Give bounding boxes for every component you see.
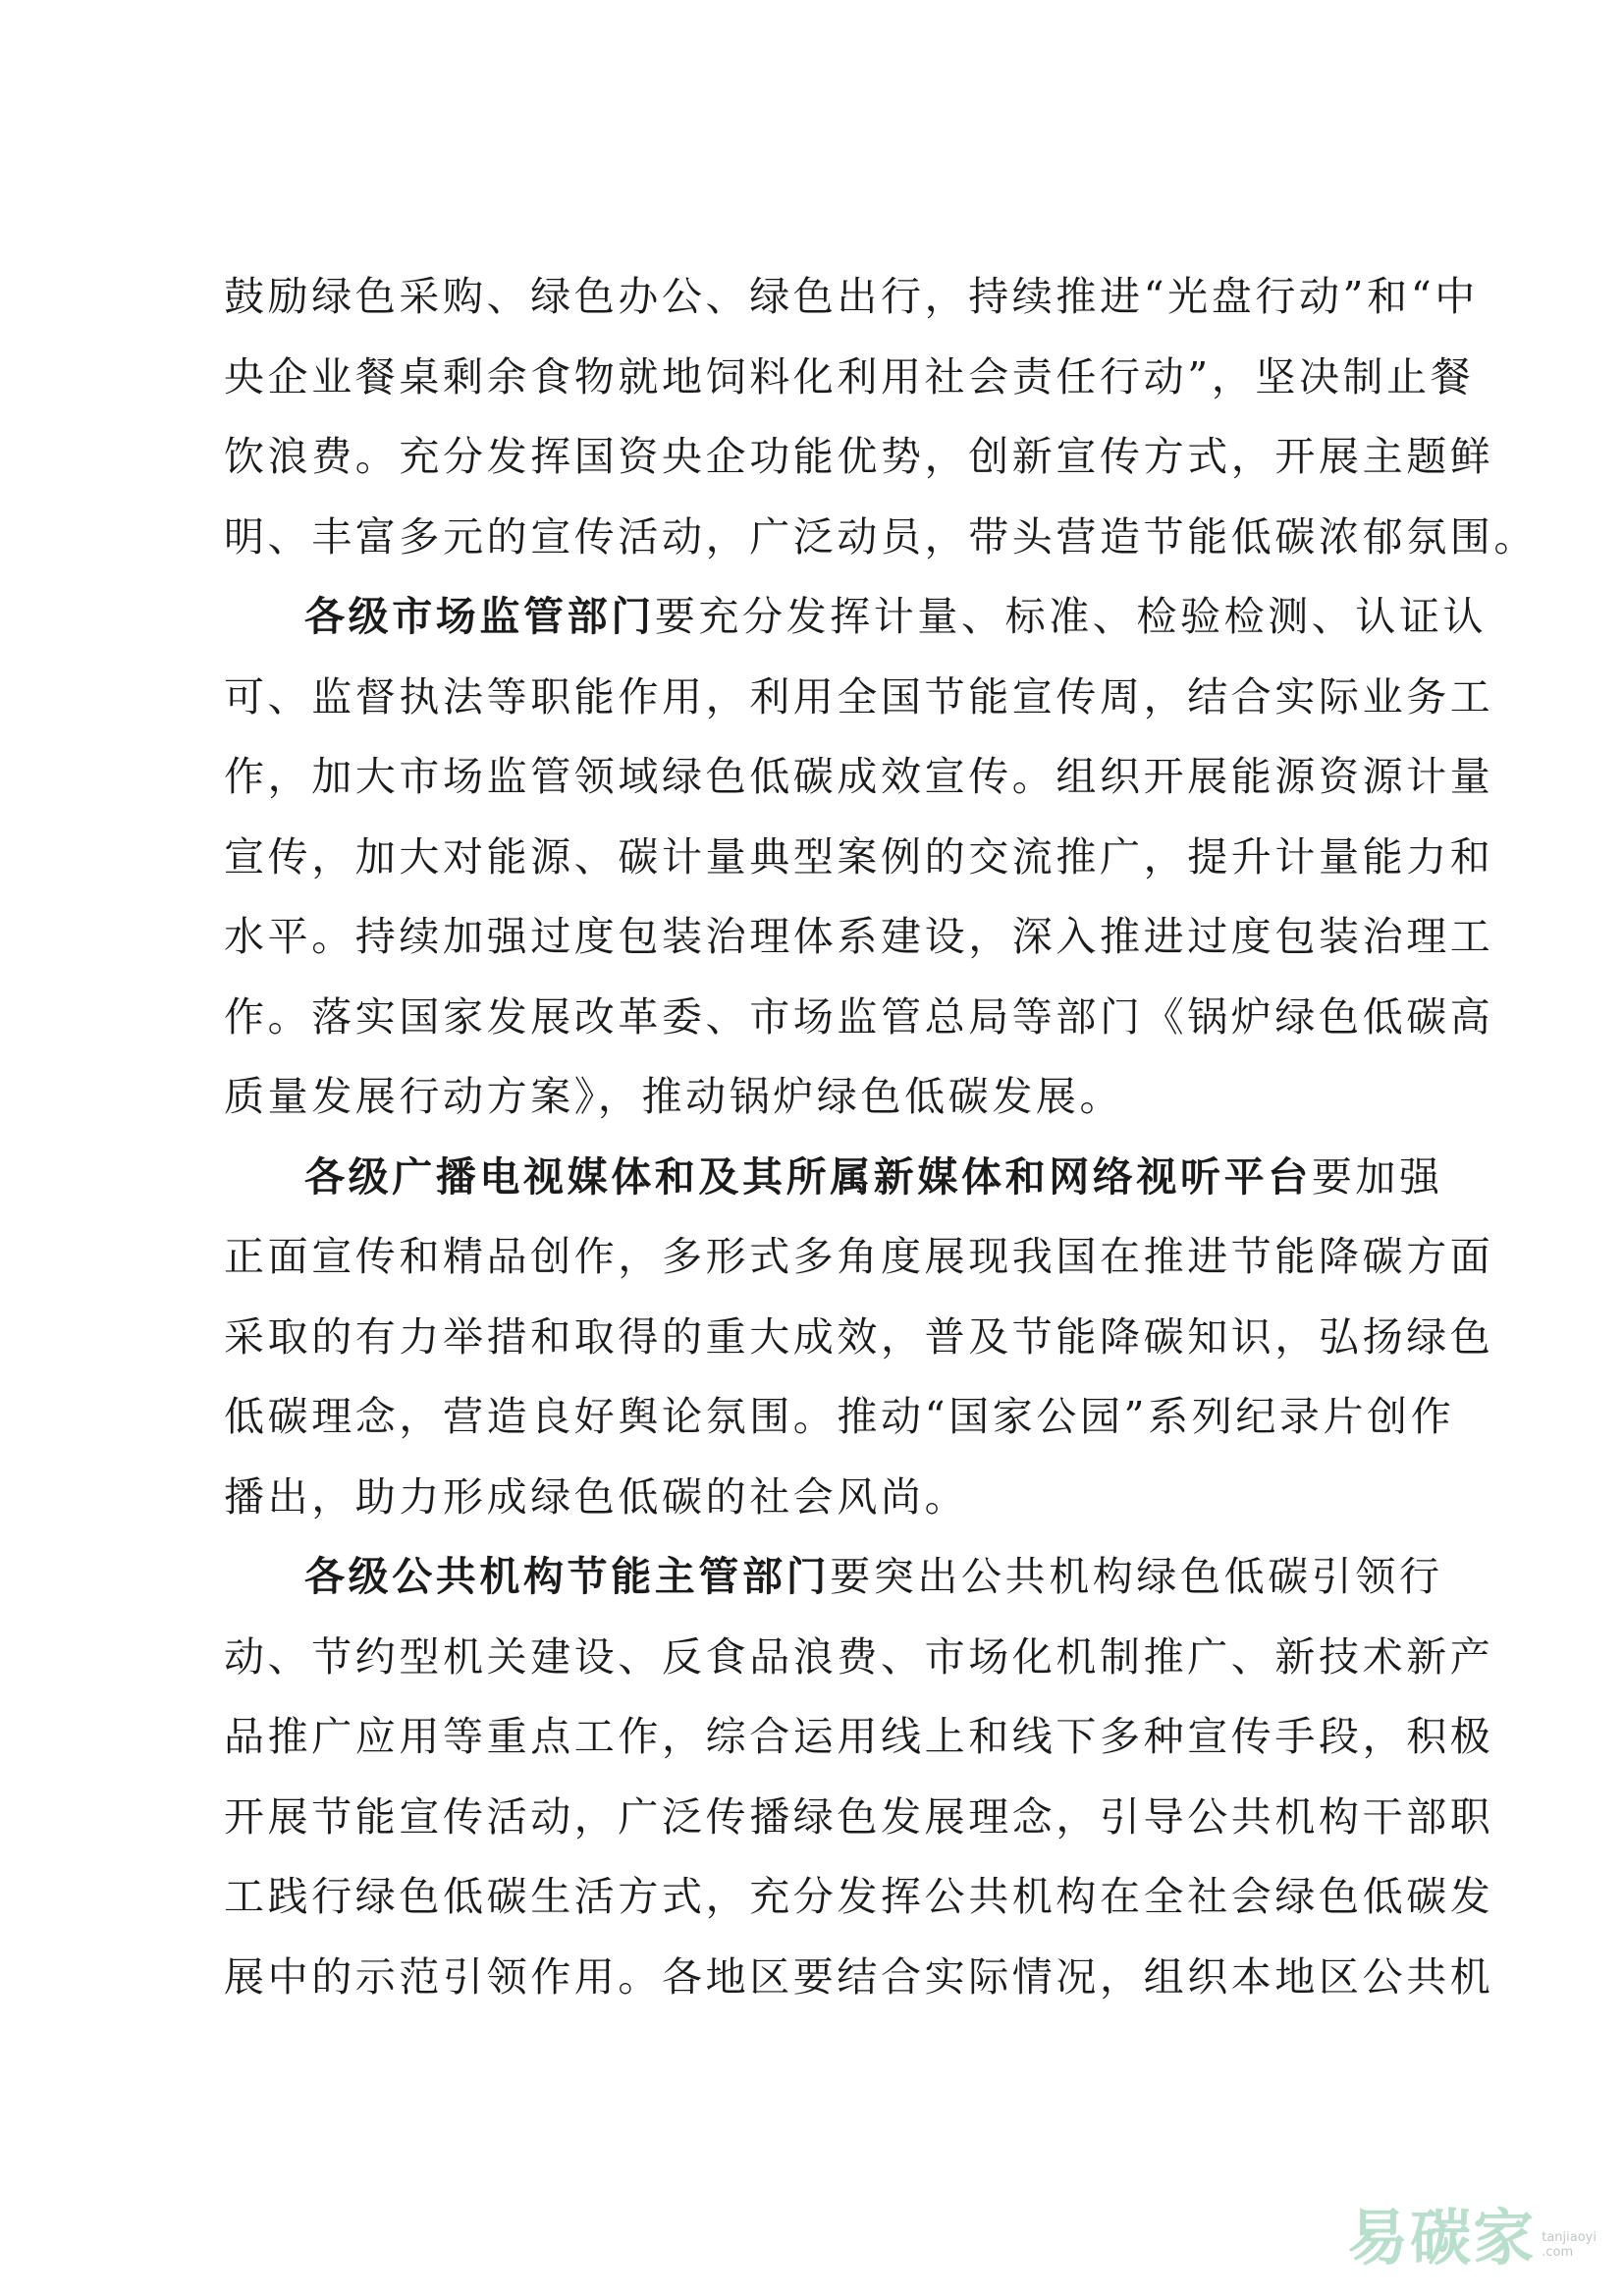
text-line-rest: 要加强 [1311, 1152, 1443, 1201]
text-line-rest: 要充分发挥计量、标准、检验检测、认证认 [654, 593, 1488, 640]
text-line: 开展节能宣传活动，广泛传播绿色发展理念，引导公共机构干部职 [224, 1792, 1494, 1841]
text-line: 作。落实国家发展改革委、市场监管总局等部门《锅炉绿色低碳高 [224, 992, 1494, 1041]
text-line-rest: 要突出公共机构绿色低碳引领行 [830, 1553, 1443, 1600]
paragraph-lead-broadcast-media: 各级广播电视媒体和及其所属新媒体和网络视听平台 [304, 1152, 1312, 1201]
text-line: 动、节约型机关建设、反食品浪费、市场化机制推广、新技术新产 [224, 1632, 1494, 1681]
text-line: 宣传，加大对能源、碳计量典型案例的交流推广，提升计量能力和 [224, 832, 1494, 881]
watermark-logo-text: 易碳家 [1347, 2202, 1537, 2273]
text-line: 饮浪费。充分发挥国资央企功能优势，创新宣传方式，开展主题鲜 [224, 433, 1494, 480]
body-text [224, 257, 1538, 2017]
watermark-domain-line2: .com [1542, 2245, 1574, 2261]
paragraph-first-line [224, 577, 1488, 658]
watermark-domain [1542, 2230, 1597, 2269]
text-line: 鼓励绿色采购、绿色办公、绿色出行，持续推进“光盘行动”和“中 [224, 273, 1479, 320]
paragraph-lead-public-institutions: 各级公共机构节能主管部门 [304, 1553, 831, 1600]
text-line: 工践行绿色低碳生活方式，充分发挥公共机构在全社会绿色低碳发 [224, 1873, 1494, 1920]
watermark-logo [1347, 2202, 1597, 2273]
paragraph-first-line [224, 1537, 1443, 1618]
watermark-domain-line1: tanjiaoyi [1542, 2229, 1597, 2245]
text-line: 作，加大市场监管领域绿色低碳成效宣传。组织开展能源资源计量 [224, 753, 1494, 800]
paragraph-first-line [224, 1138, 1443, 1218]
text-line: 可、监督执法等职能作用，利用全国节能宣传周，结合实际业务工 [224, 672, 1494, 721]
text-line: 播出，助力形成绿色低碳的社会风尚。 [224, 1472, 969, 1521]
text-line: 正面宣传和精品创作，多形式多角度展现我国在推进节能降碳方面 [224, 1233, 1494, 1280]
text-line: 品推广应用等重点工作，综合运用线上和线下多种宣传手段，积极 [224, 1713, 1494, 1760]
text-line: 水平。持续加强过度包装治理体系建设，深入推进过度包装治理工 [224, 913, 1494, 960]
paragraph-lead-market-supervision: 各级市场监管部门 [304, 593, 655, 640]
text-line: 央企业餐桌剩余食物就地饲料化利用社会责任行动”，坚决制止餐 [224, 352, 1475, 400]
text-line: 低碳理念，营造良好舆论氛围。推动“国家公园”系列纪录片创作 [224, 1393, 1455, 1440]
text-line: 明、丰富多元的宣传活动，广泛动员，带头营造节能低碳浓郁氛围。 [224, 512, 1538, 561]
text-line: 展中的示范引领作用。各地区要结合实际情况，组织本地区公共机 [224, 1952, 1494, 2001]
text-line: 质量发展行动方案》，推动锅炉绿色低碳发展。 [224, 1073, 1124, 1120]
text-line: 采取的有力举措和取得的重大成效，普及节能降碳知识，弘扬绿色 [224, 1312, 1494, 1361]
